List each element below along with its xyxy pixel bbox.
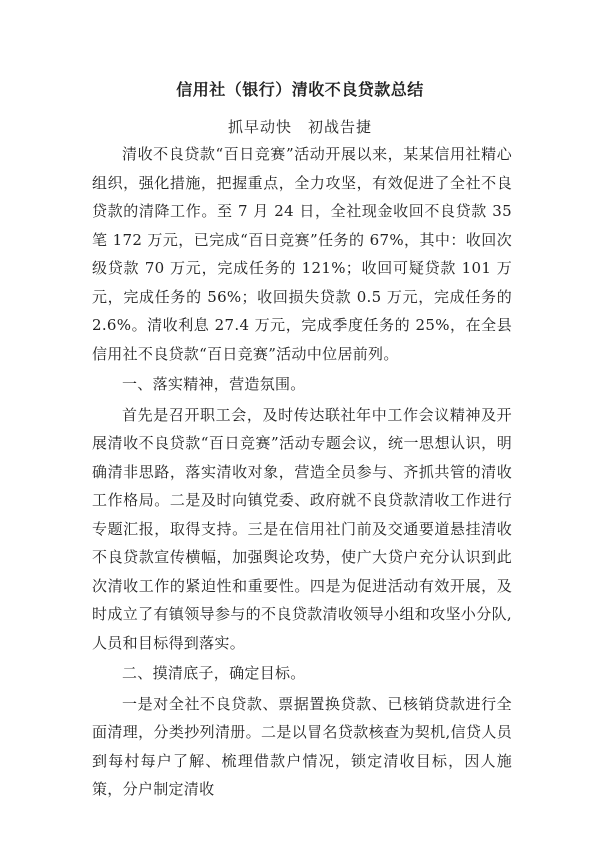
section1-paragraph: 首先是召开职工会，及时传达联社年中工作会议精神及开展清收不良贷款“百日竞赛”活动专题会议，统一思想认识，明确清非思路，落实清收对象，营造全员参与、齐抓共管的清收工作格局。二是及时向镇党委、政府就不良贷款清收工作进行专题汇报，取得支持。三是在信用社门前及交通要道悬挂清收不良贷款宣传横幅，加强舆论攻势，使广大贷户充分认识到此次清收工作的紧迫性和重要性。四是为促进活动有效开展，及时成立了有镇领导参与的不良贷款清收领导小组和攻坚小分队,人员和目标得到落实。 bbox=[92, 405, 512, 652]
section1-heading: 一、落实精神，营造氛围。 bbox=[122, 375, 306, 393]
section2-heading: 二、摸清底子，确定目标。 bbox=[122, 664, 306, 682]
section2-paragraph: 一是对全社不良贷款、票据置换贷款、已核销贷款进行全面清理，分类抄列清册。二是以冒名贷款核查为契机,信贷人员到每村每户了解、梳理借款户情况，锁定清收目标，因人施策，分户制定清收 bbox=[92, 694, 512, 798]
document-title: 信用社（银行）清收不良贷款总结 bbox=[176, 80, 424, 99]
intro-paragraph: 清收不良贷款“百日竞赛”活动开展以来，某某信用社精心组织，强化措施，把握重点，全力攻坚，有效促进了全社不良贷款的清降工作。至 7 月 24 日，全社现金收回不良贷款 35 笔 172 万元，已完成“百日竞赛”任务的 67%，其中：收回次级贷款 70 万元，完成任务的 121%；收回可疑贷款 101 万元，完成任务的 56%；收回损失贷款 0.5 万元，完成任务的 2.6%。清收利息 27.4 万元，完成季度任务的 25%，在全县信用社不良贷款“百日竞赛”活动中位居前列。 bbox=[92, 145, 512, 363]
document-body bbox=[92, 140, 512, 804]
document-subtitle: 抓早动快 初战告捷 bbox=[227, 118, 372, 136]
